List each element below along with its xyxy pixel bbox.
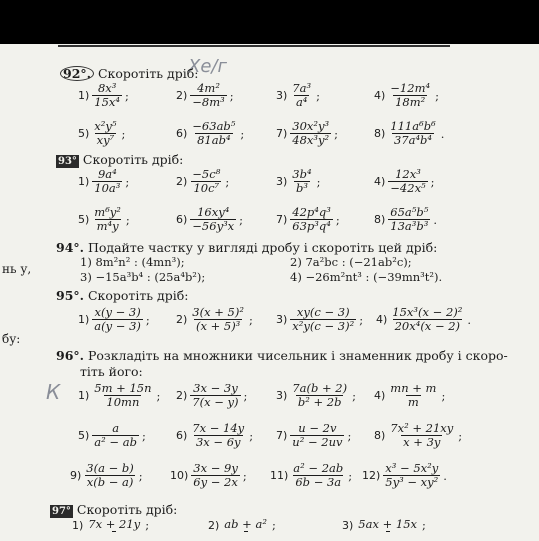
denominator: a⁴ [295, 95, 308, 109]
fraction-item [78, 120, 125, 147]
numerator: 7x² + 21xy [390, 421, 454, 435]
denominator: a(y − 3) [94, 319, 141, 333]
denominator: x²y(c − 3)² [292, 319, 355, 333]
punctuation: ; [125, 174, 130, 189]
denominator: 10a³ [94, 181, 121, 195]
item-label: 3) [276, 175, 288, 188]
handwritten-mark: К [46, 380, 61, 404]
fraction [222, 518, 269, 532]
numerator: 7a³ [292, 81, 312, 95]
punctuation: ; [239, 212, 244, 227]
item-label: 10) [170, 469, 189, 482]
item-label: 8) [374, 213, 386, 226]
fraction-item [276, 82, 320, 109]
fraction-item [176, 306, 253, 333]
fraction-item [374, 422, 462, 449]
item-label: 9) [70, 469, 82, 482]
exercise-96-title-cont: тіть його: [80, 364, 143, 379]
item-label: 4) [374, 89, 386, 102]
item-label: 6) [176, 127, 188, 140]
denominator: m⁴y [96, 219, 119, 233]
exercise-number: 93° [58, 156, 77, 167]
denominator: −8m³ [192, 95, 225, 109]
numerator: 7x − 14y [192, 421, 245, 435]
exercise-title: Скоротіть дріб: [97, 66, 199, 81]
fraction [191, 462, 240, 489]
exercise-97-header [50, 502, 177, 518]
numerator: −12m⁴ [390, 81, 431, 95]
fraction [190, 120, 237, 147]
numerator: m⁶y² [94, 205, 121, 219]
numerator: 5ax + 15x [358, 517, 418, 531]
fraction [290, 206, 333, 233]
fraction-item [78, 168, 129, 195]
fraction-item [72, 518, 149, 532]
fraction [92, 82, 122, 109]
fraction-item [170, 462, 247, 489]
fraction [190, 306, 246, 333]
fraction-item [176, 382, 247, 409]
numerator: −63ab⁵ [192, 119, 236, 133]
fraction [92, 422, 139, 449]
punctuation: . [443, 468, 447, 483]
item-label: 8) [374, 429, 386, 442]
punctuation: ; [441, 388, 446, 403]
fraction-item [374, 206, 437, 233]
item-label: 7) [276, 127, 288, 140]
fraction-item [270, 462, 352, 489]
fraction-item [276, 120, 338, 147]
punctuation: ; [458, 428, 463, 443]
punctuation: ; [225, 174, 230, 189]
punctuation: ; [335, 212, 340, 227]
punctuation: ; [248, 312, 253, 327]
numerator: 3x − 9y [193, 461, 238, 475]
fraction-item [78, 82, 129, 109]
numerator: 3x − 3y [193, 381, 238, 395]
item-label: 6) [176, 213, 188, 226]
numerator: 8x³ [97, 81, 117, 95]
punctuation: ; [249, 428, 254, 443]
fraction-item [176, 422, 253, 449]
fraction [388, 422, 455, 449]
punctuation: ; [435, 88, 439, 103]
item-label: 5) [78, 429, 90, 442]
item-label: 12) [362, 469, 381, 482]
fraction-item [342, 518, 426, 532]
denominator: 3x − 6y [195, 435, 241, 449]
punctuation: ; [430, 174, 435, 189]
fraction-item [176, 120, 244, 147]
exercise-94-item-1: 1) 8m²n² : (4mn³); [80, 255, 185, 269]
item-label: 7) [276, 429, 288, 442]
fraction [190, 422, 246, 449]
numerator: x²y⁵ [94, 119, 117, 133]
handwritten-note: Хе/г [188, 56, 227, 77]
numerator: mn + m [390, 381, 437, 395]
fraction [388, 82, 432, 109]
fraction-item [276, 306, 363, 333]
item-label: 5) [78, 127, 90, 140]
fraction [390, 306, 464, 333]
fraction [290, 306, 356, 333]
punctuation: . [433, 212, 438, 227]
fraction [290, 120, 331, 147]
item-label: 1) [78, 89, 90, 102]
punctuation: ; [141, 428, 146, 443]
exercise-title: Подайте частку у вигляді дробу і скоротіть цей дріб: [87, 240, 438, 255]
punctuation: ; [138, 468, 143, 483]
punctuation: ; [242, 468, 247, 483]
exercise-94-item-4: 4) −26m²nt³ : (−39mn³t²). [290, 270, 443, 284]
fraction-item [376, 306, 471, 333]
fraction [388, 206, 430, 233]
numerator: 4m² [197, 81, 220, 95]
punctuation: ; [243, 388, 248, 403]
denominator: m [407, 395, 419, 409]
punctuation: ; [145, 518, 150, 532]
fraction [291, 462, 345, 489]
denominator: 7(x − y) [192, 395, 239, 409]
fraction [290, 382, 349, 409]
item-label: 1) [72, 518, 84, 532]
fraction-item [176, 168, 229, 195]
fraction-item [276, 168, 320, 195]
denominator: 63p³q⁴ [292, 219, 331, 233]
fraction-item [78, 422, 146, 449]
fraction [190, 168, 222, 195]
fraction-item [176, 82, 234, 109]
exercise-number: 94°. [56, 240, 84, 255]
numerator: 3(x + 5)² [192, 305, 244, 319]
exercise-number: 95°. [56, 288, 84, 303]
fraction-item [276, 382, 356, 409]
punctuation: ; [125, 88, 129, 103]
numerator: 7a(b + 2) [292, 381, 348, 395]
punctuation: . [440, 126, 445, 141]
item-label: 6) [176, 429, 188, 442]
denominator: a² − ab [94, 435, 137, 449]
fraction [92, 382, 153, 409]
denominator: 6b − 3a [295, 475, 342, 489]
item-label: 4) [374, 175, 386, 188]
punctuation: ; [422, 518, 426, 532]
item-label: 3) [342, 518, 354, 532]
punctuation: ; [121, 126, 126, 141]
numerator: −5c⁸ [192, 167, 221, 181]
item-label: 3) [276, 89, 288, 102]
denominator: x(b − a) [86, 475, 134, 489]
exercise-number: 96°. [56, 348, 84, 363]
exercise-96-header [56, 348, 508, 363]
punctuation: ; [348, 468, 353, 483]
denominator: 5y³ − xy² [385, 475, 439, 489]
fraction-item [78, 382, 160, 409]
fraction [388, 168, 427, 195]
numerator: 9a⁴ [97, 167, 117, 181]
fraction-item [374, 382, 445, 409]
item-label: 8) [374, 127, 386, 140]
item-label: 1) [78, 175, 90, 188]
fraction [388, 120, 437, 147]
margin-fragment-2: бу: [2, 332, 21, 346]
fraction [92, 168, 122, 195]
fraction-item [208, 518, 276, 532]
item-label: 2) [176, 175, 188, 188]
fraction [356, 518, 419, 532]
item-label: 7) [276, 213, 288, 226]
fraction [290, 422, 344, 449]
item-label: 2) [176, 313, 188, 326]
fraction [92, 206, 123, 233]
item-label: 2) [208, 518, 220, 532]
punctuation: . [467, 312, 472, 327]
punctuation: ; [316, 88, 320, 103]
numerator: 111a⁶b⁶ [390, 119, 436, 133]
denominator: b² + 2b [297, 395, 342, 409]
denominator: x + 3y [403, 435, 441, 449]
exercise-94-item-2: 2) 7a²bc : (−21ab²c); [290, 255, 412, 269]
denominator: 10mn [106, 395, 140, 409]
denominator: 37a⁴b⁴ [393, 133, 433, 147]
denominator: −56y³x [192, 219, 235, 233]
fraction-item [70, 462, 143, 489]
punctuation: ; [229, 88, 234, 103]
fraction [290, 168, 313, 195]
exercise-92-header [60, 66, 198, 81]
item-label: 11) [270, 469, 289, 482]
item-label: 2) [176, 389, 188, 402]
numerator: 3(a − b) [86, 461, 134, 475]
fraction [290, 82, 313, 109]
numerator: 30x²y³ [292, 119, 330, 133]
fraction-item [362, 462, 447, 489]
fraction-item [374, 120, 444, 147]
numerator: 16xy⁴ [197, 205, 230, 219]
numerator: x(y − 3) [94, 305, 141, 319]
punctuation: ; [271, 518, 276, 532]
exercise-93-header [56, 152, 183, 168]
fraction [86, 518, 142, 532]
item-label: 1) [78, 389, 90, 402]
numerator: 65a⁵b⁵ [390, 205, 429, 219]
denominator [112, 531, 116, 532]
fraction-item [374, 168, 435, 195]
punctuation: ; [359, 312, 364, 327]
punctuation: ; [145, 312, 150, 327]
fraction [92, 306, 143, 333]
denominator: 81ab⁴ [197, 133, 231, 147]
denominator: 6y − 2x [193, 475, 238, 489]
numerator: 5m + 15n [94, 381, 152, 395]
item-label: 5) [78, 213, 90, 226]
denominator: u² − 2uv [292, 435, 343, 449]
fraction-item [276, 422, 351, 449]
fraction [92, 120, 118, 147]
punctuation: ; [125, 212, 130, 227]
punctuation: ; [334, 126, 339, 141]
fraction-item [374, 82, 439, 109]
item-label: 2) [176, 89, 188, 102]
denominator [386, 531, 390, 532]
punctuation: ; [156, 388, 161, 403]
numerator: 12x³ [395, 167, 421, 181]
denominator: 15x⁴ [94, 95, 121, 109]
numerator: ab + a² [224, 517, 267, 531]
denominator: (x + 5)³ [195, 319, 241, 333]
numerator: u − 2v [298, 421, 337, 435]
item-label: 1) [78, 313, 90, 326]
exercise-title: Розкладіть на множники чисельник і знаменник дробу і скоро- [87, 348, 508, 363]
exercise-number: 97° [52, 506, 71, 517]
item-label: 3) [276, 313, 288, 326]
fraction [190, 206, 236, 233]
exercise-94-item-3: 3) −15a³b⁴ : (25a⁴b²); [80, 270, 206, 284]
denominator: 48x³y² [292, 133, 330, 147]
fraction-item [176, 206, 243, 233]
punctuation: ; [347, 428, 352, 443]
numerator: x³ − 5x²y [385, 461, 439, 475]
exercise-94-header [56, 240, 437, 255]
numerator: 15x³(x − 2)² [392, 305, 463, 319]
numerator: a² − 2ab [293, 461, 344, 475]
numerator: a [112, 421, 120, 435]
exercise-title: Скоротіть дріб: [87, 288, 189, 303]
punctuation: ; [352, 388, 356, 403]
fraction-item [78, 206, 130, 233]
fraction [383, 462, 440, 489]
fraction [190, 82, 226, 109]
fraction [190, 382, 240, 409]
exercise-title: Скоротіть дріб: [82, 152, 184, 167]
denominator: 20x⁴(x − 2) [394, 319, 461, 333]
textbook-page [0, 44, 539, 541]
item-label: 4) [374, 389, 386, 402]
punctuation: ; [316, 174, 321, 189]
exercise-95-header [56, 288, 188, 303]
denominator: xy⁷ [96, 133, 115, 147]
denominator: 13a³b³ [390, 219, 429, 233]
margin-fragment-1: нь у, [2, 262, 32, 276]
numerator: 7x + 21y [88, 517, 141, 531]
fraction [388, 382, 438, 409]
numerator: 3b⁴ [292, 167, 312, 181]
punctuation: ; [240, 126, 245, 141]
fraction [84, 462, 135, 489]
numerator: 42p⁴q³ [292, 205, 331, 219]
exercise-number: 92°. [60, 66, 94, 81]
item-label: 3) [276, 389, 288, 402]
fraction-item [78, 306, 150, 333]
top-rule [58, 45, 450, 47]
denominator: −42x⁵ [390, 181, 426, 195]
denominator [244, 531, 248, 532]
fraction-item [276, 206, 340, 233]
numerator: xy(c − 3) [296, 305, 350, 319]
denominator: 10c⁷ [193, 181, 220, 195]
denominator: 18m² [395, 95, 426, 109]
item-label: 4) [376, 313, 388, 326]
denominator: b³ [295, 181, 308, 195]
exercise-title: Скоротіть дріб: [76, 502, 178, 517]
